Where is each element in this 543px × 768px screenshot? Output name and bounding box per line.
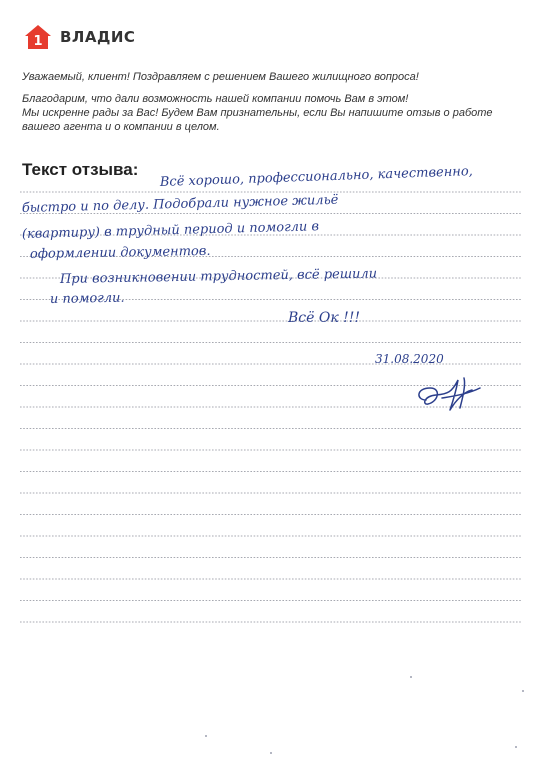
intro-greeting: Уважаемый, клиент! Поздравляем с решением Вашего жилищного вопроса! [22,71,419,83]
signature [412,370,492,416]
review-heading: Текст отзыва: [22,160,139,179]
handwriting-line-1: Всё хорошо, профессионально, качественно, [159,164,474,190]
handwriting-line-6: и помогли. [49,290,125,307]
intro-thanks: Благодарим, что дали возможность нашей компании помочь Вам в этом! Мы искренне рады за Вас! Будем Вам признательны, если Вы напишите отзыв о работе вашего агента и о компании в целом. [22,93,493,133]
handwriting-line-5: При возникновении трудностей, всё решили [59,266,378,287]
handwriting-line-7: Всё Ок !!! [288,310,361,326]
handwriting-line-4: оформлении документов. [29,243,211,262]
handwriting-line-3: (квартиру) в трудный период и помогли в [21,219,320,242]
logo-wordmark: ВЛАДИС [60,28,136,46]
handwritten-date: 31.08.2020 [375,352,444,366]
svg-text:1: 1 [33,34,43,49]
handwriting-line-2: быстро и по делу. Подобрали нужное жильё [21,192,339,216]
